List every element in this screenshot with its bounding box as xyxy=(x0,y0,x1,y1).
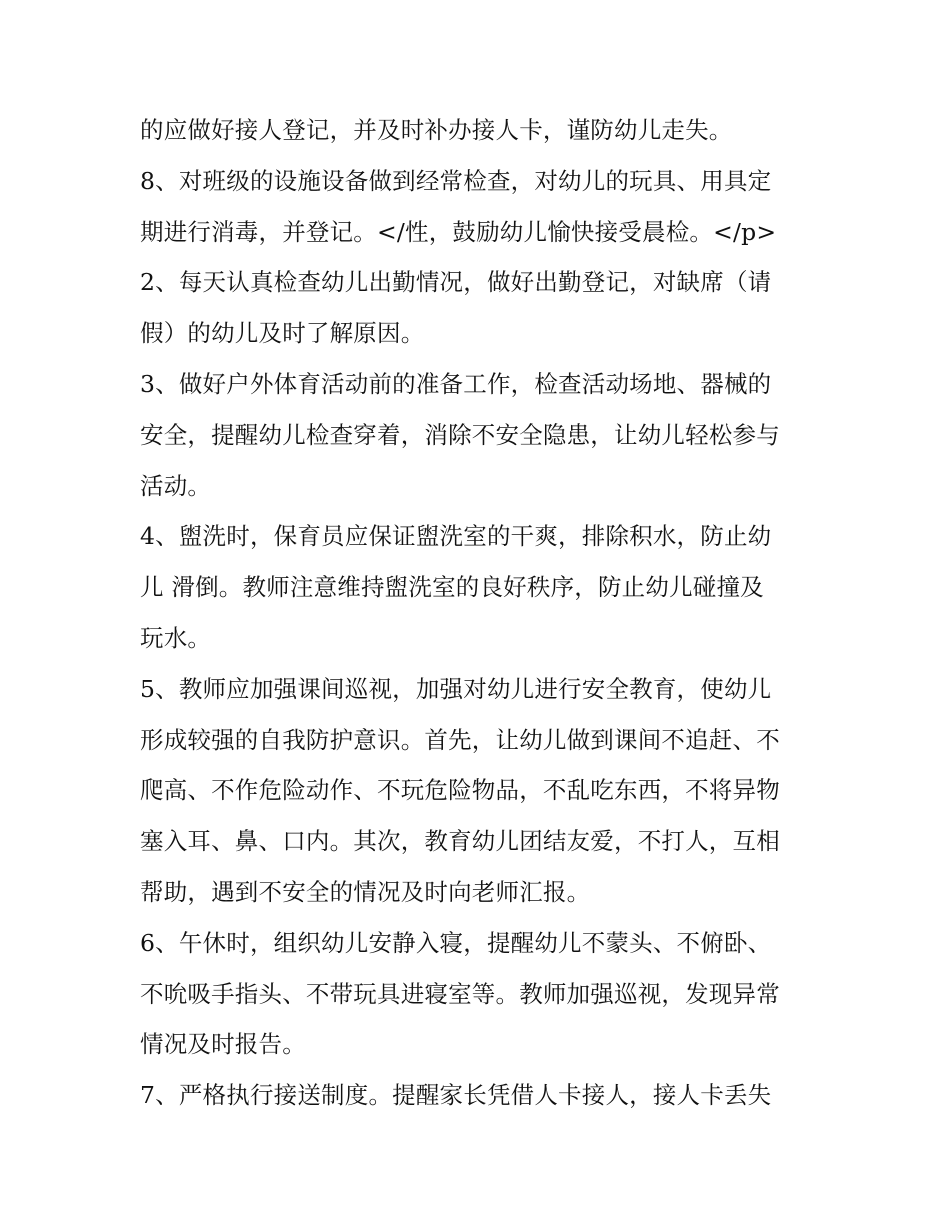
text-line: 5、教师应加强课间巡视，加强对幼儿进行安全教育，使幼儿 xyxy=(140,674,772,703)
text-line: 活动。 xyxy=(140,471,212,500)
text-line: 7、严格执行接送制度。提醒家长凭借人卡接人，接人卡丢失 xyxy=(140,1081,772,1110)
document-body xyxy=(140,105,820,1121)
text-line: 4、盥洗时，保育员应保证盥洗室的干爽，排除积水，防止幼 xyxy=(140,522,772,551)
text-line: 期进行消毒，并登记。</性，鼓励幼儿愉快接受晨检。</p> xyxy=(140,217,777,246)
text-line: 的应做好接人登记，并及时补办接人卡，谨防幼儿走失。 xyxy=(140,116,733,144)
text-line: 玩水。 xyxy=(140,623,212,652)
text-line: 2、每天认真检查幼儿出勤情况，做好出勤登记，对缺席（请 xyxy=(140,268,772,297)
text-line: 不吮吸手指头、不带玩具进寝室等。教师加强巡视，发现异常 xyxy=(140,979,780,1008)
text-line: 安全，提醒幼儿检查穿着，消除不安全隐患，让幼儿轻松参与 xyxy=(140,420,780,449)
text-line: 6、午休时，组织幼儿安静入寝，提醒幼儿不蒙头、不俯卧、 xyxy=(140,928,772,957)
text-line: 情况及时报告。 xyxy=(140,1030,306,1059)
text-line: 帮助，遇到不安全的情况及时向老师汇报。 xyxy=(140,877,591,906)
text-line: 塞入耳、鼻、口内。其次，教育幼儿团结友爱，不打人，互相 xyxy=(140,827,780,856)
text-line: 形成较强的自我防护意识。首先，让幼儿做到课间不追赶、不 xyxy=(140,725,780,754)
text-line: 假）的幼儿及时了解原因。 xyxy=(140,319,425,348)
text-line: 8、对班级的设施设备做到经常检查，对幼儿的玩具、用具定 xyxy=(140,166,772,195)
text-line: 儿 滑倒。教师注意维持盥洗室的良好秩序，防止幼儿碰撞及 xyxy=(140,573,764,602)
text-line: 3、做好户外体育活动前的准备工作，检查活动场地、器械的 xyxy=(140,369,772,398)
text-line: 爬高、不作危险动作、不玩危险物品，不乱吃东西，不将异物 xyxy=(140,776,780,805)
